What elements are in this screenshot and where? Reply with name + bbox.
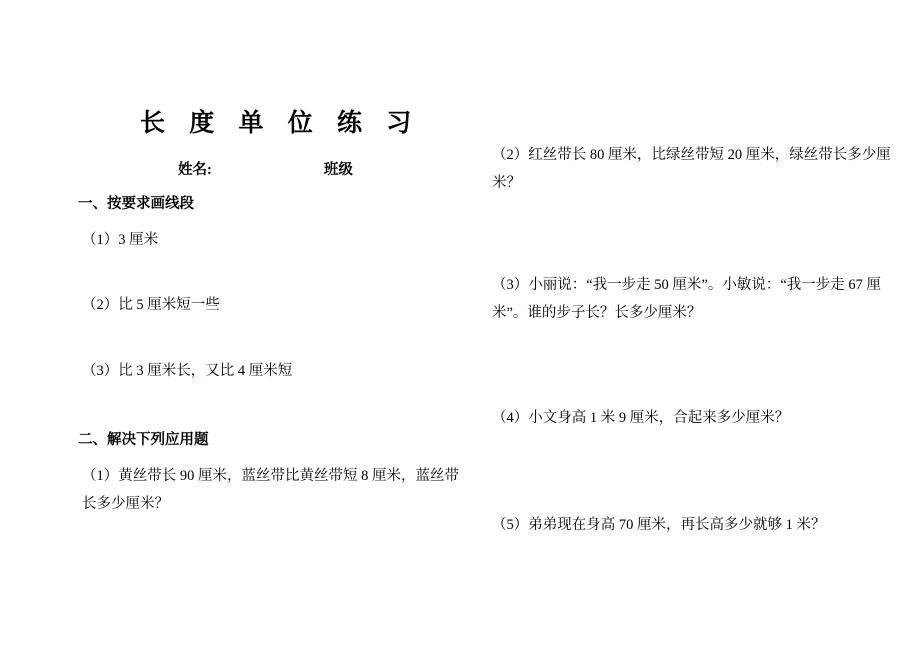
question-1-1: （1）3 厘米 (82, 232, 159, 248)
student-info-row (178, 158, 353, 179)
page-title: 长 度 单 位 练 习 (140, 110, 421, 137)
name-label: 姓名: (178, 162, 212, 178)
section-heading-word-problems: 二、解决下列应用题 (78, 432, 209, 448)
question-2-3: （3）小丽说：“我一步走 50 厘米”。小敏说：“我一步走 67 厘米”。谁的步子长？长多少厘米？ (492, 277, 882, 321)
section-heading-draw-lines: 一、按要求画线段 (78, 196, 194, 212)
class-label: 班级 (323, 162, 353, 178)
question-2-1: （1）黄丝带长 90 厘米，蓝丝带比黄丝带短 8 厘米，蓝丝带长多少厘米？ (82, 468, 459, 512)
question-1-2: （2）比 5 厘米短一些 (82, 297, 220, 313)
question-2-5: （5）弟弟现在身高 70 厘米，再长高多少就够 1 米？ (492, 517, 826, 533)
question-2-2: （2）红丝带长 80 厘米，比绿丝带短 20 厘米，绿丝带长多少厘米？ (492, 147, 891, 191)
question-2-4: （4）小文身高 1 米 9 厘米，合起来多少厘米？ (492, 410, 790, 426)
question-1-3: （3）比 3 厘米长，又比 4 厘米短 (82, 363, 293, 379)
